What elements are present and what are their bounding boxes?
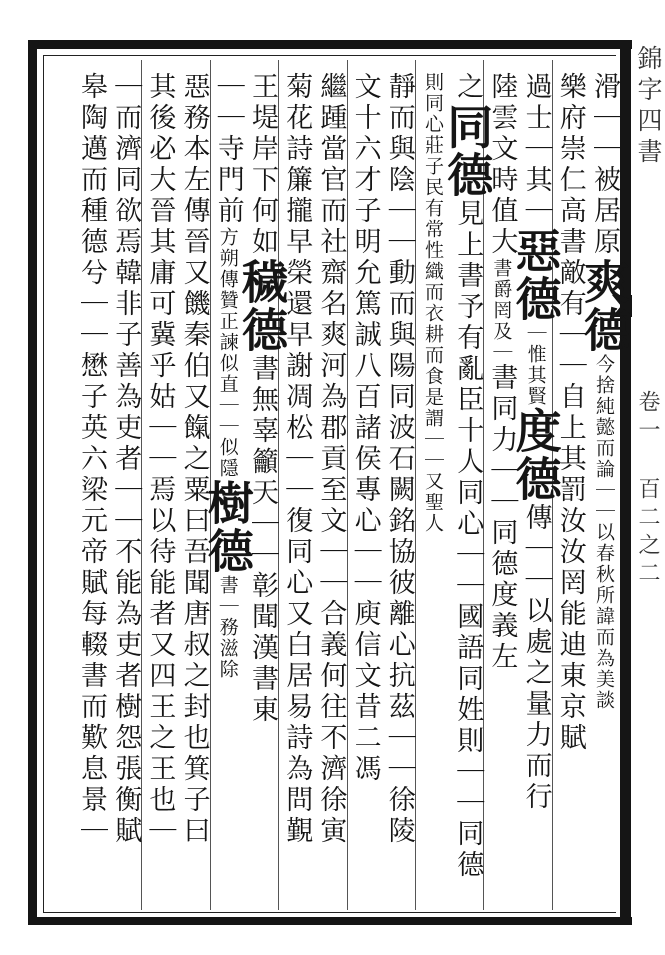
column-text: 書敵有｜｜自上其罰汝汝罔能迪東京賦 (554, 227, 586, 754)
column-text: ｜惟其賢 (524, 323, 547, 407)
column-text: 文十六才子明允篤誠八百諸侯專心｜｜庾信文昔二馮 (349, 72, 381, 785)
column-text: 書爵罔及｜ (490, 258, 513, 363)
text-column-13 (178, 72, 210, 847)
entry-heading: 穢德 (235, 258, 289, 354)
column-divider (347, 60, 348, 910)
column-text: 惡務本左傳晉又饑秦伯又餼之粟曰吾聞唐叔之封也箕子曰 (178, 72, 210, 847)
column-text: 則同心莊子民有常性織而衣耕而食是謂｜｜又聖人 (422, 72, 444, 534)
text-column-1 (577, 72, 631, 711)
column-text: 滑｜｜被居原 (589, 72, 620, 258)
entry-heading: 惡德 (508, 227, 563, 323)
column-text: 傳｜｜以處之量力而行 (520, 503, 552, 813)
entry-heading: 同德 (440, 103, 495, 199)
column-text: 樂府崇仁高 (554, 72, 586, 227)
column-text: 過士｜其｜ (520, 72, 552, 227)
column-text: 其後必大晉其庸可冀乎姑｜｜焉以待能者又四王之王也｜ (144, 72, 176, 847)
text-column-15 (109, 72, 141, 847)
column-text: 見上書予有亂臣十人同心｜｜國語同姓則｜｜同德 (452, 199, 484, 881)
column-text: 書無辜籲天｜｜彰聞漢書東 (247, 354, 278, 726)
column-text: 皋陶邁而種德兮｜｜懋子英六梁元帝賦每輟書而歎息景｜ (76, 72, 107, 847)
column-text: 繼踵當官而社齋名爽河為郡貢至文｜｜合義何往不濟徐寅 (315, 72, 347, 847)
spine-title: 錦字四書 (634, 45, 663, 169)
column-text: 書同力｜｜同德度義左 (486, 363, 518, 673)
column-text: 菊花詩簾攏早榮還早謝凋松｜｜復同心又白居易詩為問覲 (281, 72, 313, 847)
column-divider (415, 60, 416, 910)
entry-heading: 度德 (508, 407, 563, 503)
text-column-5 (440, 72, 495, 881)
text-column-8 (349, 72, 381, 785)
column-text: 方朔傳贊正諫似直｜｜似隱 (216, 227, 239, 479)
text-column-10 (280, 72, 312, 847)
text-column-7 (383, 72, 415, 847)
column-text: ｜｜寺門前 (212, 72, 244, 227)
column-text: 王堤岸下何如 (247, 72, 278, 258)
column-text: 靜而與陰｜｜動而與陽同波石闕銘協彼離心抗茲｜｜徐陵 (383, 72, 415, 847)
entry-heading: 爽德 (577, 258, 631, 354)
spine-volume: 卷一 百二之二 (635, 390, 660, 589)
text-column-12 (200, 72, 255, 680)
column-text: 之 (452, 72, 484, 103)
text-column-6 (417, 72, 449, 534)
entry-heading: 樹德 (200, 479, 255, 575)
text-column-11 (235, 72, 289, 726)
column-divider (278, 60, 279, 910)
column-divider (141, 60, 142, 910)
text-column-16 (75, 72, 107, 847)
column-text: 書｜務滋除 (216, 575, 239, 680)
fishtail-spine-bar (620, 40, 631, 925)
text-column-9 (314, 72, 346, 847)
column-text: ｜而濟同欲焉韓非子善為吏者｜｜不能為吏者樹怨張衡賦 (110, 72, 142, 847)
column-text: 今捨純懿而論｜｜以春秋所諱而為美談 (593, 354, 615, 711)
text-column-3 (508, 72, 563, 813)
column-text: 陸雲文時值大 (486, 72, 518, 258)
text-column-14 (143, 72, 175, 847)
